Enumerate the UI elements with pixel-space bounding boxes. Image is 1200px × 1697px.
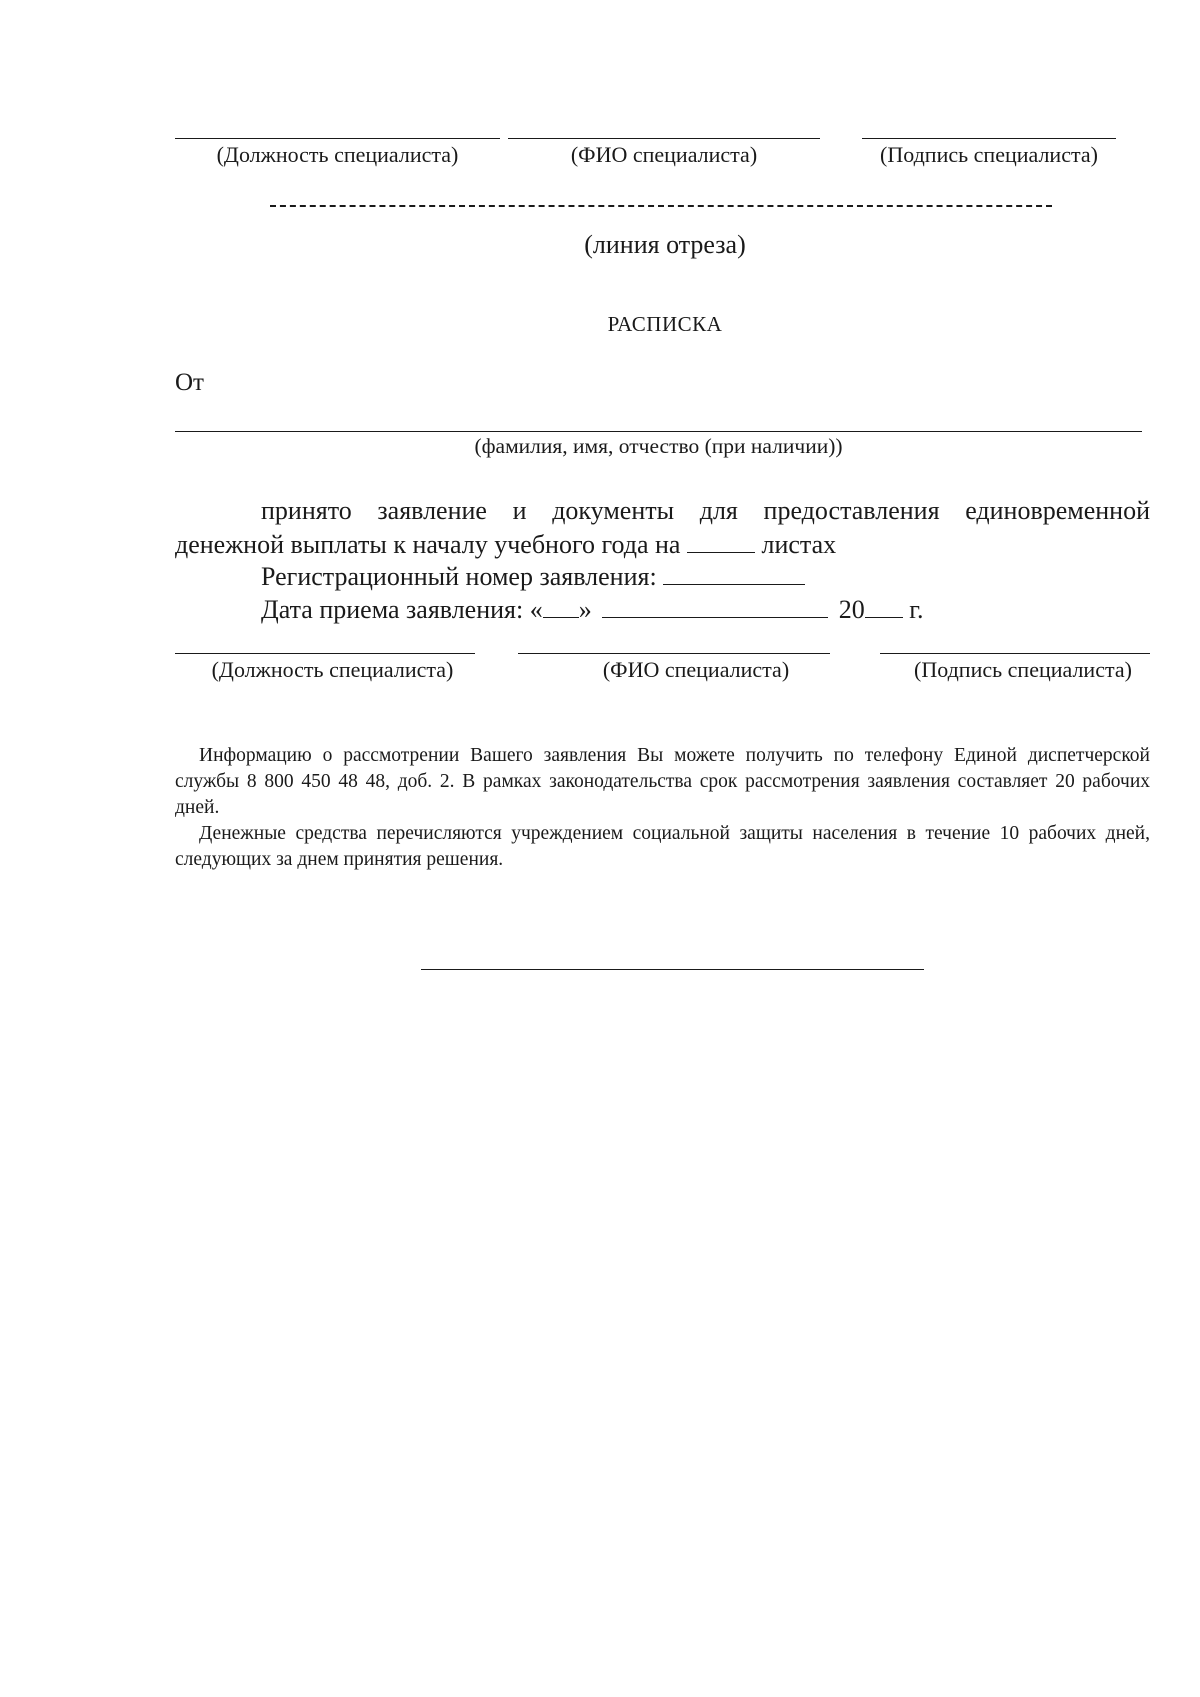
receipt-paragraph-text: принято заявление и документы для предоставления единовременной денежной выплаты к началу учебного года на <box>175 496 1150 559</box>
cut-line-label: (линия отреза) <box>584 230 746 259</box>
info-paragraph-2: Денежные средства перечисляются учреждением социальной защиты населения в течение 10 рабочих дней, следующих за днем принятия решения. <box>175 823 1150 870</box>
date-label: Дата приема заявления: « <box>261 595 543 624</box>
name-caption: (ФИО специалиста) <box>570 142 758 167</box>
name-signature-line <box>508 138 820 139</box>
reg-number-blank <box>663 562 805 585</box>
position-signature-line <box>175 138 500 139</box>
signature-line <box>862 138 1116 139</box>
date-quote-close: » <box>578 595 592 624</box>
year-blank <box>865 595 903 618</box>
date-row <box>261 595 923 625</box>
month-blank <box>602 595 828 618</box>
reg-number-row <box>261 562 805 592</box>
year-prefix: 20 <box>838 595 865 624</box>
year-suffix: г. <box>909 595 924 624</box>
name-caption-2: (ФИО специалиста) <box>602 657 790 682</box>
applicant-name-line <box>175 431 1142 432</box>
signature-line-2 <box>880 653 1150 654</box>
name-signature-line-2 <box>518 653 830 654</box>
signature-caption: (Подпись специалиста) <box>880 142 1098 167</box>
info-paragraph-1: Информацию о рассмотрении Вашего заявления Вы можете получить по телефону Единой диспетчерской службы 8 800 450 48 48, доб. 2. В рамках законодательства срок рассмотрения заявления составляет 20 рабочих дней. <box>175 745 1150 818</box>
reg-number-label: Регистрационный номер заявления: <box>261 562 657 591</box>
position-caption: (Должность специалиста) <box>216 142 459 167</box>
closing-line <box>421 969 924 970</box>
receipt-paragraph <box>175 494 1150 562</box>
receipt-title: РАСПИСКА <box>607 312 723 336</box>
cut-line <box>270 205 1052 207</box>
applicant-name-caption: (фамилия, имя, отчество (при наличии)) <box>474 434 843 458</box>
info-block <box>175 743 1150 873</box>
position-caption-2: (Должность специалиста) <box>211 657 454 682</box>
from-label: От <box>175 369 204 396</box>
sheets-suffix: листах <box>761 530 837 559</box>
sheets-count-blank <box>687 530 755 553</box>
position-signature-line-2 <box>175 653 475 654</box>
signature-caption-2: (Подпись специалиста) <box>914 657 1132 682</box>
day-blank <box>543 595 579 618</box>
